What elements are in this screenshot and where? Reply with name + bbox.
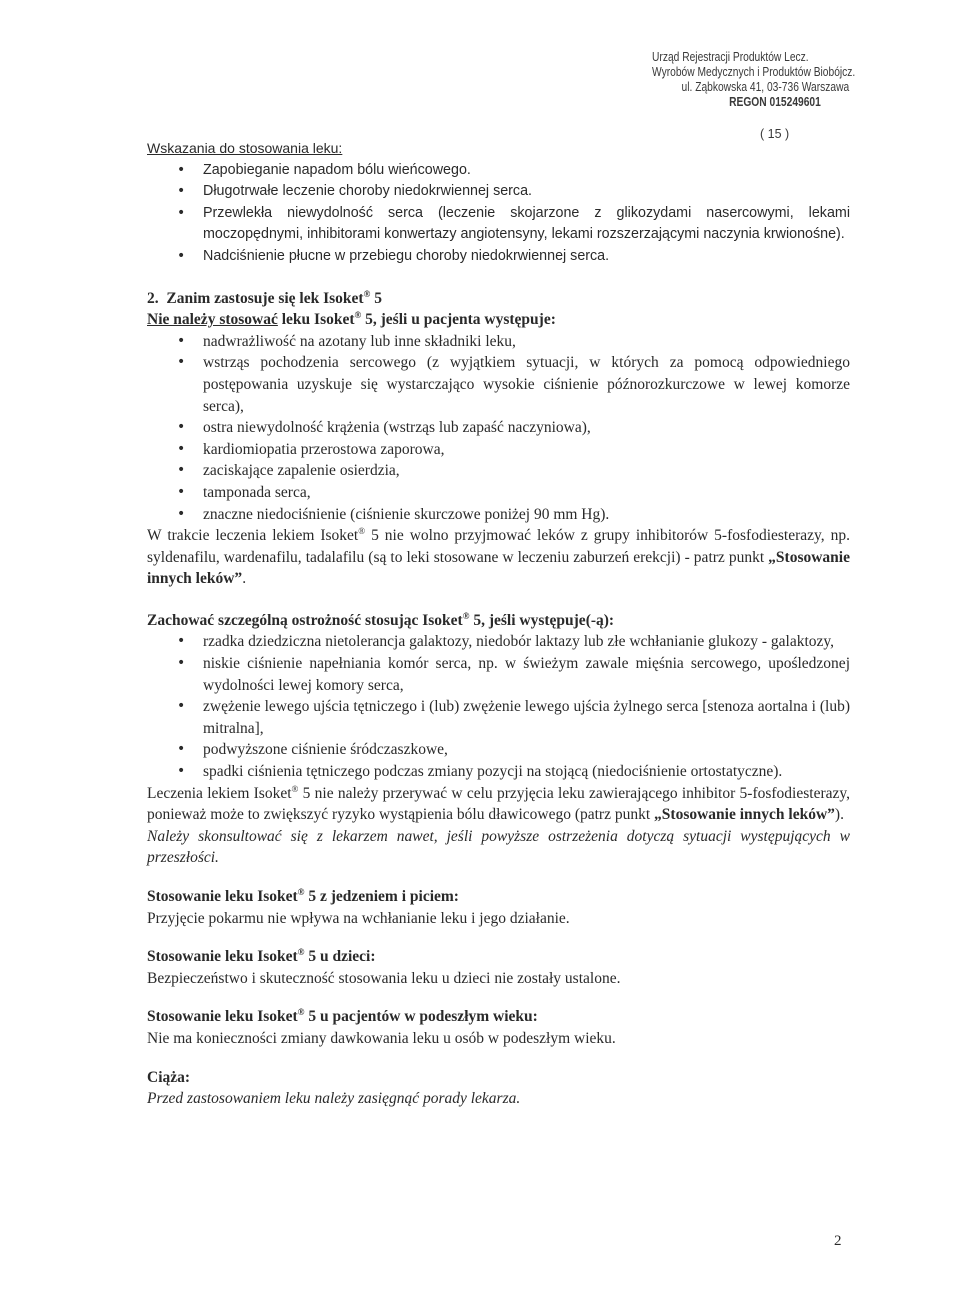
elderly-heading	[147, 1006, 850, 1028]
heading-text: Zachować szczególną ostrożność stosując Isoket	[147, 611, 463, 629]
list-item: • Długotrwałe leczenie choroby niedokrwiennej serca.	[147, 181, 850, 203]
stamp-line-1: Urząd Rejestracji Produktów Lecz.	[652, 50, 809, 64]
indications-list	[147, 160, 850, 268]
pregnancy-heading: Ciąża:	[147, 1068, 191, 1086]
contraindications-text-2: 5, jeśli u pacjenta występuje:	[361, 311, 556, 329]
stamp-line-2: Wyrobów Medycznych i Produktów Biobójcz.	[652, 65, 856, 79]
children-heading	[147, 946, 850, 968]
registered-mark: ®	[297, 947, 305, 958]
paragraph-text: Leczenia lekiem Isoket	[147, 784, 292, 802]
list-item: • Nadciśnienie płucne w przebiegu choroby niedokrwiennej serca.	[147, 246, 850, 268]
registration-stamp	[652, 50, 856, 110]
list-item: • zwężenie lewego ujścia tętniczego i (lub) zwężenie lewego ujścia żylnego serca [stenoza aortalna i (lub) mitralna],	[147, 696, 850, 739]
precautions-list	[147, 631, 850, 782]
paragraph-text: 5 nie wolno przyjmować leków z grupy inhibitorów 5-fosfodiesterazy, np. syldenafilu, wardenafilu, tadalafilu (są to leki stosowane w leczeniu zaburzeń erekcji) - patrz punkt	[147, 527, 850, 566]
contraindications-heading	[147, 309, 850, 331]
list-item: • Zapobieganie napadom bólu wieńcowego.	[147, 160, 850, 182]
cross-reference: „Stosowanie innych leków”	[147, 548, 850, 588]
food-text: Przyjęcie pokarmu nie wpływa na wchłanianie leku i jego działanie.	[147, 909, 570, 927]
list-item: • ostra niewydolność krążenia (wstrząs lub zapaść naczyniowa),	[147, 417, 850, 439]
list-item: • znaczne niedociśnienie (ciśnienie skurczowe poniżej 90 mm Hg).	[147, 504, 850, 526]
section-number: 2.	[147, 289, 159, 307]
registered-mark: ®	[297, 887, 305, 897]
paragraph-text: 5 nie należy przerywać w celu przyjęcia leku zawierającego inhibitor 5-fosfodiesterazy, ponieważ może to zwiększyć ryzyko wystąpienia bólu dławicowego (patrz punkt	[147, 784, 850, 824]
section-title-tail: 5	[370, 289, 382, 307]
list-item: • podwyższone ciśnienie śródczaszkowe,	[147, 739, 850, 761]
page-number: 2	[834, 1233, 842, 1249]
heading-text: 5 z jedzeniem i piciem:	[304, 888, 459, 905]
registered-mark: ®	[358, 526, 366, 537]
registered-mark: ®	[291, 783, 299, 794]
list-item: • rzadka dziedziczna nietolerancja galaktozy, niedobór laktazy lub złe wchłanianie glukozy - galaktozy,	[147, 631, 850, 653]
paragraph-text: W trakcie leczenia lekiem Isoket	[147, 527, 359, 545]
paragraph-text: ).	[834, 806, 844, 824]
indications-heading: Wskazania do stosowania leku:	[147, 140, 343, 156]
stamp-line-4: REGON 015249601	[729, 95, 821, 109]
heading-text: Stosowanie leku Isoket	[147, 948, 298, 966]
list-item: • tamponada serca,	[147, 482, 850, 504]
children-text: Bezpieczeństwo i skuteczność stosowania leku u dzieci nie zostały ustalone.	[147, 969, 621, 987]
precautions-heading	[147, 610, 850, 632]
list-item: • wstrząs pochodzenia sercowego (z wyjątkiem sytuacji, w których za pomocą odpowiedniego postępowania uzyskuje się wystarczająco wysokie ciśnienie późnorozkurczowe w lewej komorze serca),	[147, 352, 850, 417]
heading-text: 5 u pacjentów w podeszłym wieku:	[304, 1008, 538, 1026]
section-title: Zanim zastosuje się lek Isoket	[166, 289, 364, 307]
list-item: • Przewlekła niewydolność serca (leczenie skojarzone z glikozydami nasercowymi, lekami moczopędnymi, inhibitorami konwertazy angiotensyny, lekami rozszerzającymi naczynia krwionośne).	[147, 203, 850, 246]
list-item: • zaciskające zapalenie osierdzia,	[147, 460, 850, 482]
registered-mark: ®	[363, 288, 371, 299]
stamp-line-3: ul. Ząbkowska 41, 03-736 Warszawa	[681, 80, 850, 94]
heading-text: Stosowanie leku Isoket	[147, 888, 298, 905]
leaflet-content	[147, 138, 850, 1110]
treatment-interruption-paragraph	[147, 783, 850, 826]
contraindications-underlined: Nie należy stosować	[147, 311, 278, 329]
section-2-heading	[147, 288, 850, 310]
registered-mark: ®	[462, 610, 470, 621]
contraindications-text-1: leku Isoket	[277, 311, 355, 329]
consult-doctor-note: Należy skonsultować się z lekarzem nawet, jeśli powyższe ostrzeżenia dotyczą sytuacji występujących w przeszłości.	[147, 827, 850, 867]
list-item: • spadki ciśnienia tętniczego podczas zmiany pozycji na stojącą (niedociśnienie ortostatyczne).	[147, 761, 850, 783]
list-item: • kardiomiopatia przerostowa zaporowa,	[147, 439, 850, 461]
cross-reference: „Stosowanie innych leków”	[654, 806, 835, 824]
pregnancy-text: Przed zastosowaniem leku należy zasięgnąć porady lekarza.	[147, 1090, 521, 1108]
food-heading	[147, 886, 850, 908]
stamp-number: ( 15 )	[760, 127, 790, 141]
pde5-warning-paragraph	[147, 525, 850, 590]
contraindications-list	[147, 331, 850, 525]
heading-text: 5, jeśli występuje(-ą):	[469, 611, 615, 629]
paragraph-text: .	[242, 570, 247, 588]
heading-text: Stosowanie leku Isoket	[147, 1008, 298, 1026]
list-item: • niskie ciśnienie napełniania komór serca, np. w świeżym zawale mięśnia sercowego, upośledzonej wydolności lewej komory serca,	[147, 653, 850, 696]
registered-mark: ®	[354, 310, 362, 321]
list-item: • nadwrażliwość na azotany lub inne składniki leku,	[147, 331, 850, 353]
heading-text: 5 u dzieci:	[304, 948, 376, 966]
elderly-text: Nie ma konieczności zmiany dawkowania leku u osób w podeszłym wieku.	[147, 1029, 616, 1047]
registered-mark: ®	[297, 1007, 305, 1018]
